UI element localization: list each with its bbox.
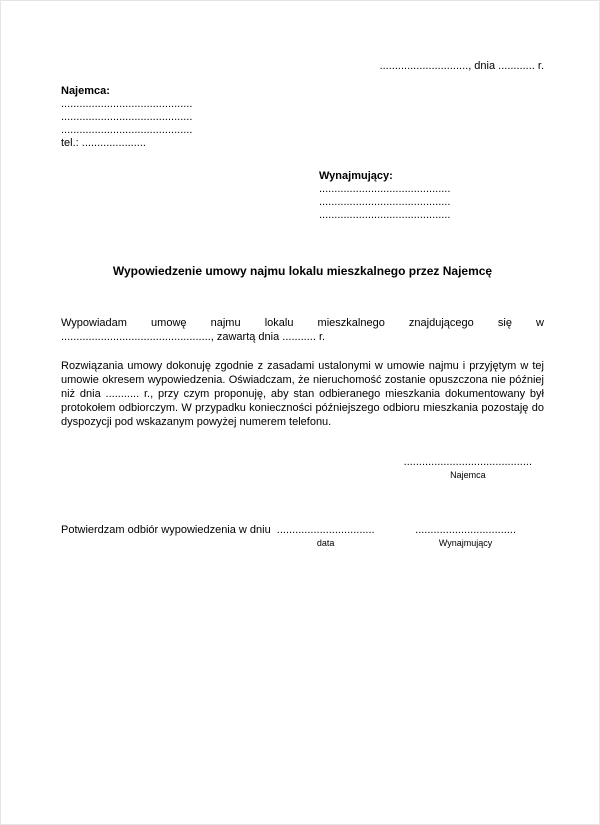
confirmation-date-dots: ................................ bbox=[276, 524, 375, 537]
landlord-block bbox=[319, 170, 544, 222]
landlord-signature-column bbox=[415, 523, 516, 549]
landlord-line-3: ........................................... bbox=[319, 209, 451, 222]
landlord-line-1: ........................................... bbox=[319, 183, 451, 196]
confirmation-left bbox=[61, 523, 375, 549]
tenant-address-line-1: ........................................... bbox=[61, 98, 193, 111]
confirmation-text: Potwierdzam odbiór wypowiedzenia w dniu bbox=[61, 524, 271, 537]
tenant-block bbox=[61, 85, 544, 150]
landlord-label: Wynajmujący: bbox=[319, 170, 393, 183]
tenant-signature-dots: .......................................... bbox=[403, 455, 532, 468]
tenant-label: Najemca: bbox=[61, 85, 110, 98]
landlord-signature-caption: Wynajmujący bbox=[438, 538, 493, 549]
confirmation-date-column bbox=[277, 523, 375, 549]
tenant-signature-caption: Najemca bbox=[450, 470, 486, 481]
tenant-address-line-3: ........................................... bbox=[61, 124, 193, 137]
document-title: Wypowiedzenie umowy najmu lokalu mieszkalnego przez Najemcę bbox=[112, 264, 493, 279]
tenant-signature-block bbox=[404, 455, 532, 481]
body-paragraph-1: Wypowiadam umowę najmu lokalu mieszkalnego znajdującego się w ................................................., zawartą dnia ........... r. bbox=[61, 316, 544, 343]
tenant-phone: tel.: ..................... bbox=[61, 137, 146, 150]
confirmation-date-caption: data bbox=[316, 538, 335, 549]
body-paragraph-2: Rozwiązania umowy dokonuję zgodnie z zasadami ustalonymi w umowie najmu i przyjętym w tej umowie okresem wypowiedzenia. Oświadczam, że nieruchomość zostanie opuszczona nie później niż dnia ........... r., przy czym proponuję, aby stan odbieranego mieszkania dokumentowany był protokołem odbiorczym. W przypadku konieczności późniejszego odbioru mieszkania pozostaję do dyspozycji pod wskazanym powyżej numerem telefonu. bbox=[61, 359, 544, 428]
confirmation-row bbox=[61, 523, 544, 549]
tenant-address-line-2: ........................................... bbox=[61, 111, 193, 124]
landlord-line-2: ........................................... bbox=[319, 196, 451, 209]
date-line: ............................., dnia ............ r. bbox=[379, 60, 544, 72]
landlord-signature-dots: ................................. bbox=[415, 524, 516, 537]
